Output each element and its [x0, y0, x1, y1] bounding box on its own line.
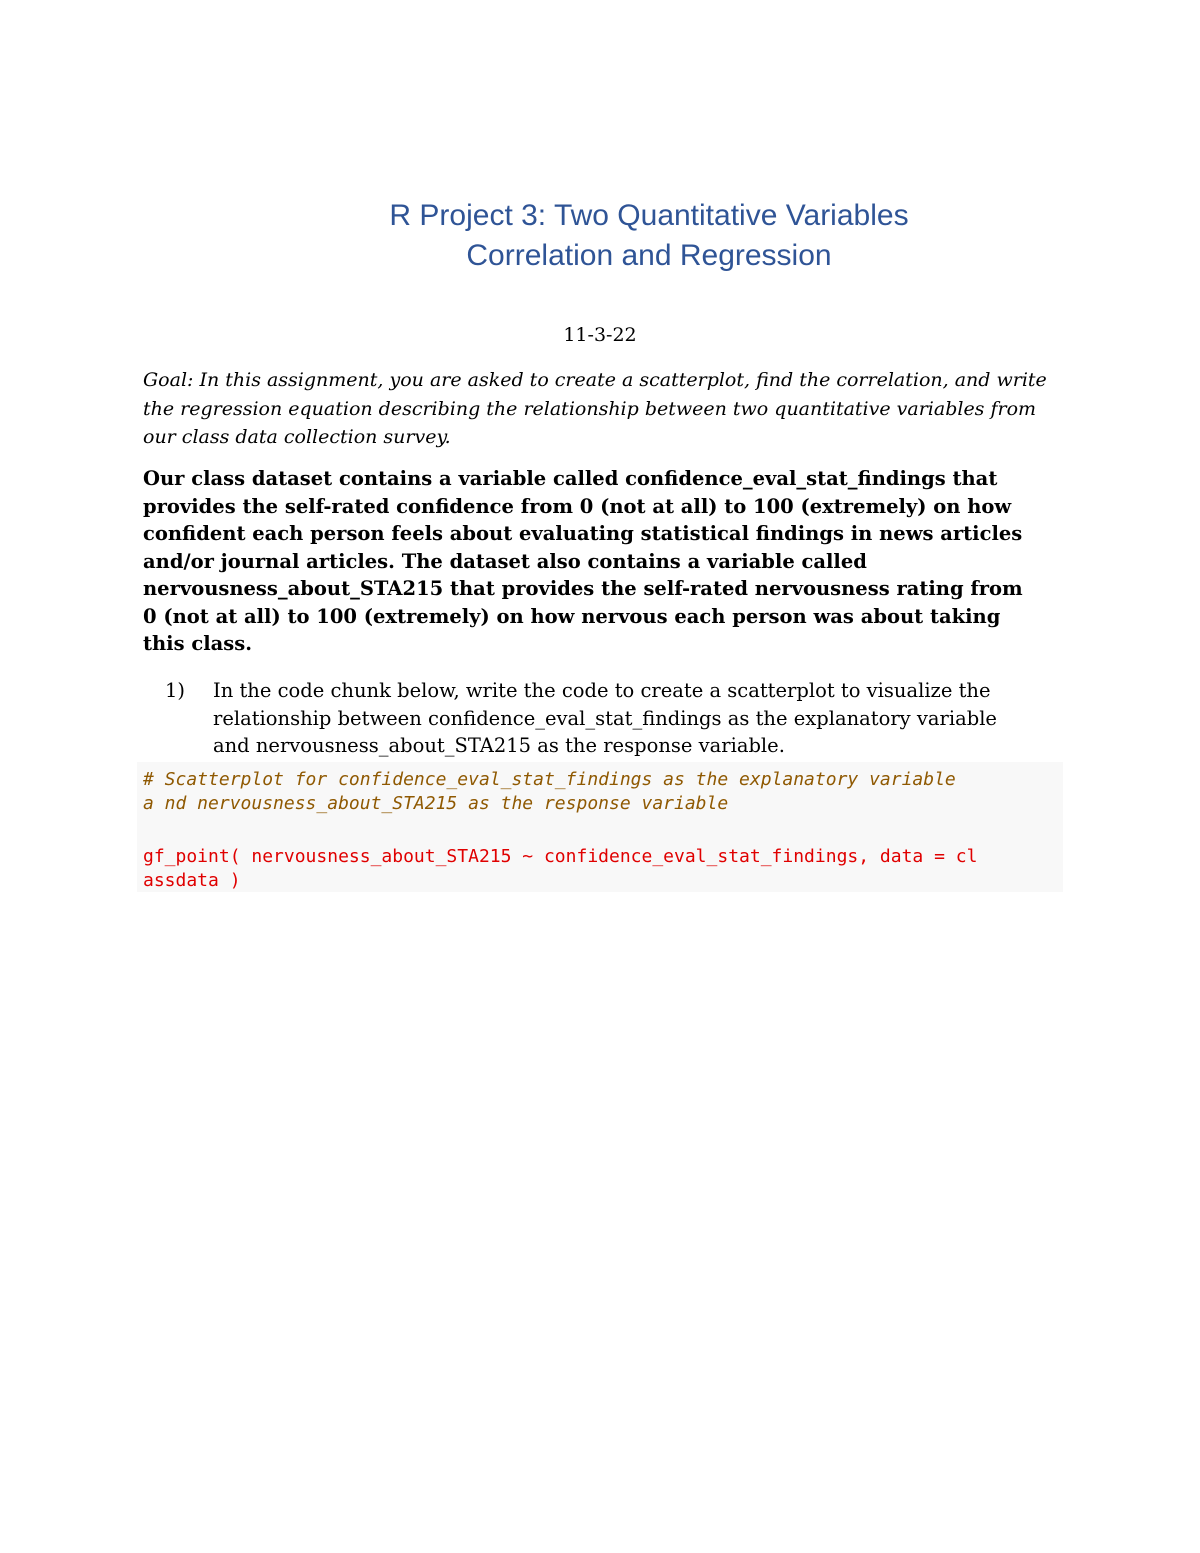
- goal-paragraph: Goal: In this assignment, you are asked to create a scatterplot, find the correlation, and write the regression equation describing the relationship between two quantitative variables from our class data collection survey.: [143, 369, 1047, 448]
- question-text: In the code chunk below, write the code to create a scatterplot to visualize the relationship between confidence_eval_stat_findings as the explanatory variable and nervousness_about_STA215 as the response variable.: [213, 679, 997, 757]
- dataset-description: Our class dataset contains a variable called confidence_eval_stat_findings that provides the self-rated confidence from 0 (not at all) to 100 (extremely) on how confident each person feels about evaluating statistical findings in news articles and/or journal articles. The dataset also contains a variable called nervousness_about_STA215 that provides the self-rated nervousness rating from 0 (not at all) to 100 (extremely) on how nervous each person was about taking this class.: [143, 467, 1023, 655]
- document-subtitle: Correlation and Regression: [466, 239, 832, 272]
- code-line: assdata ): [143, 870, 241, 891]
- document-title: R Project 3: Two Quantitative Variables: [389, 199, 909, 232]
- code-comment-line: a nd nervousness_about_STA215 as the response variable: [143, 793, 729, 814]
- question-number: 1): [165, 679, 186, 702]
- code-comment-line: # Scatterplot for confidence_eval_stat_findings as the explanatory variable: [143, 769, 956, 790]
- document-date: 11-3-22: [563, 324, 637, 346]
- code-chunk[interactable]: [137, 762, 1063, 892]
- code-line: gf_point( nervousness_about_STA215 ~ confidence_eval_stat_findings, data = cl: [143, 846, 978, 867]
